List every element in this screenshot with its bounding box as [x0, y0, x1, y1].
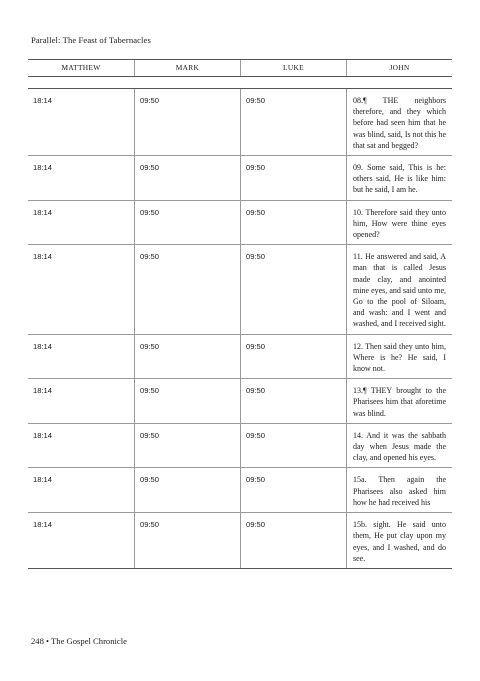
table-row: [28, 156, 452, 201]
column-header-mark: MARK: [134, 60, 240, 76]
mark-reference: 09:50: [134, 245, 240, 333]
table-row: [28, 468, 452, 513]
mark-reference: 09:50: [134, 424, 240, 468]
luke-reference: 09:50: [240, 335, 346, 379]
table-row: [28, 513, 452, 569]
luke-reference: 09:50: [240, 245, 346, 333]
john-verse-text: 14. And it was the sabbath day when Jesus made the clay, and opened his eyes.: [346, 424, 452, 468]
column-header-row: [28, 59, 452, 77]
luke-reference: 09:50: [240, 513, 346, 568]
table-row: [28, 424, 452, 469]
matthew-reference: 18:14: [33, 386, 53, 396]
mark-reference: 09:50: [134, 201, 240, 245]
john-verse-text: 08.¶ THE neighbors therefore, and they which before had seen him that he was blind, said, Is not this he that sat and begged?: [346, 89, 452, 155]
john-verse-text: 13.¶ THEY brought to the Pharisees him that aforetime was blind.: [346, 379, 452, 423]
matthew-reference: 18:14: [33, 520, 53, 530]
table-row: [28, 335, 452, 380]
parallel-table: [28, 88, 452, 569]
luke-reference: 09:50: [240, 89, 346, 155]
matthew-reference: 18:14: [33, 207, 53, 217]
column-header-matthew: MATTHEW: [61, 63, 101, 72]
page-heading: Parallel: The Feast of Tabernacles: [31, 35, 151, 45]
luke-reference: 09:50: [240, 468, 346, 512]
table-row: [28, 89, 452, 156]
matthew-reference: 18:14: [33, 163, 53, 173]
john-verse-text: 09. Some said, This is he: others said, He is like him: but he said, I am he.: [346, 156, 452, 200]
mark-reference: 09:50: [134, 513, 240, 568]
page-footer: 248 • The Gospel Chronicle: [31, 636, 127, 646]
matthew-reference: 18:14: [33, 96, 53, 105]
luke-reference: 09:50: [240, 201, 346, 245]
luke-reference: 09:50: [240, 156, 346, 200]
john-verse-text: 15a. Then again the Pharisees also asked him how he had received his: [346, 468, 452, 512]
table-row: [28, 245, 452, 334]
john-verse-text: 10. Therefore said they unto him, How were thine eyes opened?: [346, 201, 452, 245]
john-verse-text: 15b. sight. He said unto them, He put clay upon my eyes, and I washed, and do see.: [346, 513, 452, 568]
john-verse-text: 12. Then said they unto him, Where is he? He said, I know not.: [346, 335, 452, 379]
column-header-john: JOHN: [346, 60, 452, 76]
matthew-reference: 18:14: [33, 252, 53, 262]
matthew-reference: 18:14: [33, 430, 53, 440]
table-row: [28, 379, 452, 424]
mark-reference: 09:50: [134, 379, 240, 423]
mark-reference: 09:50: [134, 468, 240, 512]
mark-reference: 09:50: [134, 335, 240, 379]
john-verse-text: 11. He answered and said, A man that is called Jesus made clay, and anointed mine eyes, and said unto me, Go to the pool of Siloam, and wash: and I went and washed, and I received sight.: [346, 245, 452, 333]
mark-reference: 09:50: [134, 156, 240, 200]
table-row: [28, 201, 452, 246]
matthew-reference: 18:14: [33, 475, 53, 485]
luke-reference: 09:50: [240, 424, 346, 468]
luke-reference: 09:50: [240, 379, 346, 423]
mark-reference: 09:50: [134, 89, 240, 155]
matthew-reference: 18:14: [33, 341, 53, 351]
column-header-luke: LUKE: [240, 60, 346, 76]
